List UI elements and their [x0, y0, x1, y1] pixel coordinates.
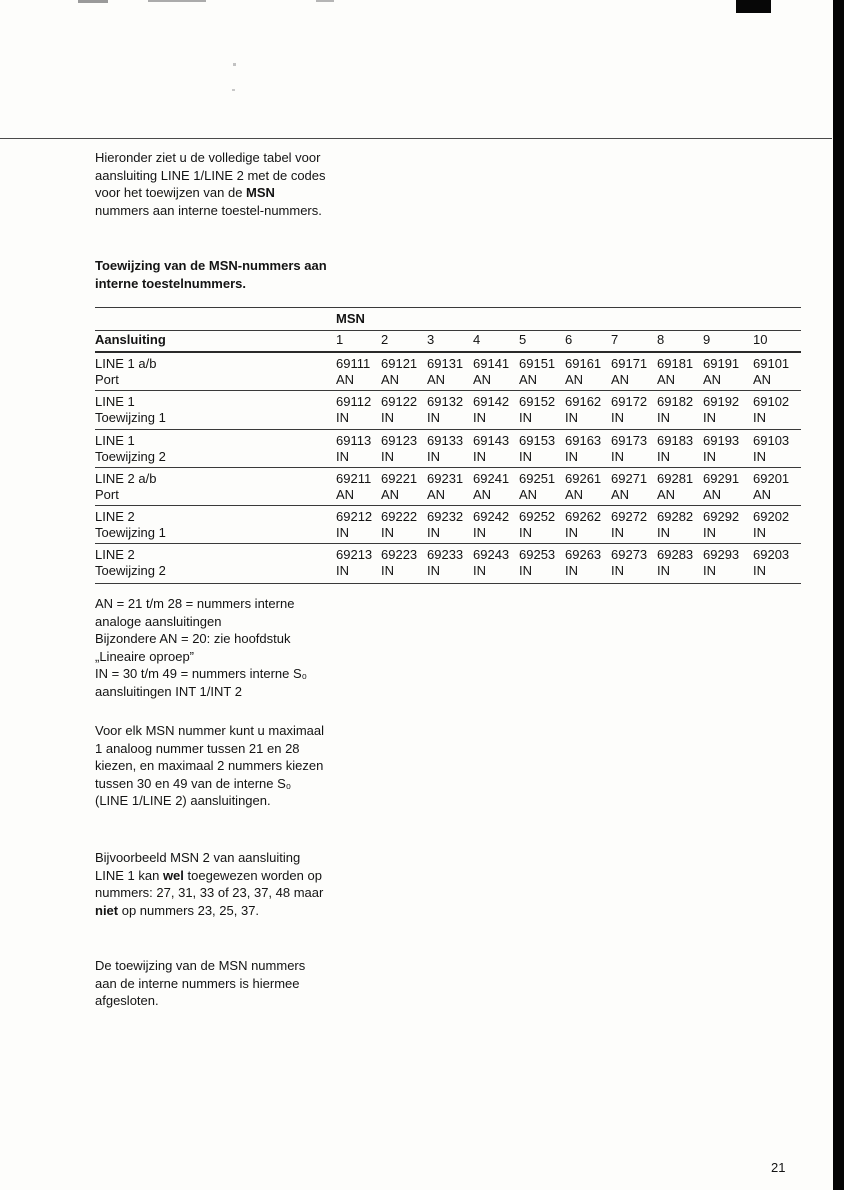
- msn-type: IN: [427, 563, 440, 579]
- msn-code: 69152: [519, 394, 556, 410]
- msn-value-cell: [427, 509, 473, 543]
- msn-value-cell: [611, 356, 657, 390]
- legend-item: Bijzondere AN = 20: zie hoofdstuk „Lineaire oproep”: [95, 631, 291, 664]
- msn-type: IN: [611, 525, 624, 541]
- msn-type: IN: [657, 563, 670, 579]
- msn-value-cell: [753, 509, 800, 543]
- msn-value-cell: [657, 356, 703, 390]
- row-label-line2: Port: [95, 486, 119, 502]
- msn-code: 69282: [657, 509, 694, 525]
- table-row: [95, 430, 801, 468]
- msn-code: 69293: [703, 547, 740, 563]
- msn-column-number: 2: [381, 332, 389, 347]
- msn-code: 69242: [473, 509, 510, 525]
- scan-right-edge-bar: [833, 0, 844, 1190]
- example-text-1: Bijvoorbeeld MSN 2 van aansluiting LINE 1 kan: [95, 850, 301, 883]
- msn-code: 69261: [565, 470, 602, 486]
- msn-code: 69122: [381, 394, 418, 410]
- msn-code: 69221: [381, 470, 418, 486]
- msn-type: IN: [427, 410, 440, 426]
- msn-value-cell: [519, 509, 565, 543]
- msn-value-cell: [473, 471, 519, 505]
- page-number: 21: [771, 1160, 786, 1175]
- msn-code: 69272: [611, 509, 648, 525]
- msn-value-cell: [473, 547, 519, 582]
- msn-value-cell: [657, 547, 703, 582]
- msn-type: AN: [381, 372, 400, 387]
- row-label: [95, 394, 336, 428]
- msn-column-number: 8: [657, 332, 665, 347]
- scan-speck: [233, 63, 236, 66]
- msn-value-cell: [753, 394, 800, 428]
- section-heading: Toewijzing van de MSN-nummers aan interne toestelnummers.: [95, 258, 327, 291]
- msn-value-cell: [565, 433, 611, 467]
- msn-type: AN: [611, 372, 630, 387]
- table-header-row: [95, 331, 801, 353]
- msn-value-cell: [427, 394, 473, 428]
- msn-value-cell: [381, 394, 427, 428]
- msn-column-number: 1: [336, 332, 344, 347]
- msn-type: AN: [336, 372, 355, 387]
- msn-type: IN: [381, 410, 394, 426]
- msn-type: IN: [703, 525, 716, 541]
- msn-code: 69121: [381, 356, 418, 371]
- msn-type: IN: [703, 410, 716, 426]
- msn-code: 69123: [381, 432, 418, 448]
- example-text-3: op nummers 23, 25, 37.: [118, 902, 260, 918]
- legend-item: IN = 30 t/m 49 = nummers interne S₀ aansluitingen INT 1/INT 2: [95, 666, 308, 699]
- row-label-line1: LINE 2 a/b: [95, 470, 157, 486]
- scan-top-mark: [78, 0, 108, 3]
- intro-text-2: nummers aan interne toestel-nummers.: [95, 202, 322, 218]
- msn-value-cell: [519, 394, 565, 428]
- msn-type: AN: [519, 486, 538, 502]
- msn-value-cell: [565, 471, 611, 505]
- msn-code: 69102: [753, 394, 790, 410]
- msn-code: 69291: [703, 470, 740, 486]
- msn-code: 69223: [381, 547, 418, 563]
- table-group-header-row: [95, 308, 801, 331]
- msn-value-cell: [473, 394, 519, 428]
- table-row: [95, 391, 801, 429]
- msn-value-cell: [657, 471, 703, 505]
- msn-code: 69181: [657, 356, 694, 371]
- msn-value-cell: [519, 356, 565, 390]
- msn-type: IN: [703, 448, 716, 464]
- intro-bold-msn: MSN: [246, 185, 275, 200]
- msn-type: IN: [657, 410, 670, 426]
- msn-value-cell: [336, 547, 381, 582]
- msn-type: IN: [565, 448, 578, 464]
- msn-value-cell: [427, 433, 473, 467]
- msn-code: 69273: [611, 547, 648, 563]
- msn-value-cell: [565, 547, 611, 582]
- row-label-line1: LINE 1: [95, 394, 135, 410]
- msn-value-cell: [336, 356, 381, 390]
- msn-code: 69231: [427, 470, 464, 486]
- msn-column-number: 9: [703, 332, 711, 347]
- table-body: [95, 353, 801, 583]
- msn-value-cell: [611, 394, 657, 428]
- msn-code: 69203: [753, 547, 790, 563]
- msn-type: AN: [473, 372, 492, 387]
- msn-code: 69263: [565, 547, 602, 563]
- msn-code: 69173: [611, 432, 648, 448]
- row-label-line2: Toewijzing 1: [95, 410, 166, 426]
- msn-type: AN: [703, 372, 722, 387]
- msn-type: IN: [657, 448, 670, 464]
- msn-value-cell: [381, 509, 427, 543]
- msn-column-number: 10: [753, 332, 768, 347]
- msn-type: IN: [381, 563, 394, 579]
- msn-type: IN: [565, 525, 578, 541]
- example-paragraph: [95, 849, 327, 919]
- msn-code: 69172: [611, 394, 648, 410]
- msn-value-cell: [753, 433, 800, 467]
- msn-code: 69182: [657, 394, 694, 410]
- msn-type: AN: [427, 372, 446, 387]
- msn-value-cell: [565, 509, 611, 543]
- msn-value-cell: [753, 471, 800, 505]
- msn-code: 69262: [565, 509, 602, 525]
- msn-type: AN: [473, 486, 492, 502]
- msn-code: 69212: [336, 509, 373, 525]
- msn-code: 69162: [565, 394, 602, 410]
- msn-value-cell: [703, 547, 753, 582]
- example-text-2: toegewezen worden op nummers: 27, 31, 33 of 23, 37, 48 maar: [95, 867, 324, 900]
- scan-top-right-mark: [736, 0, 771, 13]
- msn-value-cell: [427, 356, 473, 390]
- intro-paragraph: [95, 149, 327, 219]
- example-bold-wel: wel: [162, 867, 184, 883]
- msn-type: IN: [473, 448, 486, 464]
- msn-value-cell: [703, 356, 753, 390]
- msn-type: IN: [336, 448, 349, 464]
- msn-type: AN: [657, 372, 676, 387]
- msn-type: IN: [381, 448, 394, 464]
- msn-type: AN: [565, 372, 584, 387]
- msn-value-cell: [336, 433, 381, 467]
- msn-type: IN: [565, 563, 578, 579]
- msn-type: IN: [519, 563, 532, 579]
- msn-code: 69153: [519, 432, 556, 448]
- msn-type: IN: [336, 525, 349, 541]
- msn-value-cell: [473, 509, 519, 543]
- msn-type: IN: [381, 525, 394, 541]
- msn-code: 69163: [565, 432, 602, 448]
- msn-group-label: MSN: [336, 311, 365, 326]
- msn-value-cell: [381, 547, 427, 582]
- row-label-line2: Port: [95, 372, 119, 387]
- msn-column-number: 7: [611, 332, 619, 347]
- msn-code: 69243: [473, 547, 510, 563]
- row-label: [95, 356, 336, 390]
- msn-type: IN: [753, 563, 766, 579]
- msn-value-cell: [473, 433, 519, 467]
- msn-value-cell: [427, 547, 473, 582]
- msn-type: IN: [427, 525, 440, 541]
- msn-code: 69201: [753, 470, 790, 486]
- msn-column-number: 3: [427, 332, 435, 347]
- msn-value-cell: [565, 394, 611, 428]
- row-label-line1: LINE 1 a/b: [95, 356, 157, 371]
- msn-type: IN: [611, 563, 624, 579]
- msn-column-number: 4: [473, 332, 481, 347]
- msn-value-cell: [336, 509, 381, 543]
- msn-column-number: 5: [519, 332, 527, 347]
- msn-value-cell: [611, 433, 657, 467]
- msn-value-cell: [611, 471, 657, 505]
- aansluiting-column-header: Aansluiting: [95, 332, 166, 347]
- msn-value-cell: [753, 547, 800, 582]
- msn-type: IN: [336, 410, 349, 426]
- msn-type: IN: [611, 410, 624, 426]
- msn-value-cell: [753, 356, 800, 390]
- msn-code: 69111: [336, 356, 371, 371]
- msn-code: 69151: [519, 356, 556, 371]
- row-label-line1: LINE 2: [95, 509, 135, 525]
- msn-code: 69101: [753, 356, 790, 371]
- msn-type: IN: [657, 525, 670, 541]
- msn-value-cell: [657, 394, 703, 428]
- rules-paragraph: Voor elk MSN nummer kunt u maximaal 1 analoog nummer tussen 21 en 28 kiezen, en maximaal 2 nummers kiezen tussen 30 en 49 van de interne S₀ (LINE 1/LINE 2) aansluitingen.: [95, 723, 325, 808]
- msn-type: AN: [703, 486, 722, 502]
- intro-text-1: Hieronder ziet u de volledige tabel voor aansluiting LINE 1/LINE 2 met de codes voor het toewijzen van de: [95, 150, 326, 200]
- row-label: [95, 471, 336, 505]
- msn-code: 69213: [336, 547, 373, 563]
- msn-code: 69281: [657, 470, 694, 486]
- msn-type: IN: [753, 410, 766, 426]
- row-label: [95, 547, 336, 582]
- msn-code: 69161: [565, 356, 602, 371]
- msn-code: 69233: [427, 547, 464, 563]
- msn-code: 69192: [703, 394, 740, 410]
- msn-type: IN: [565, 410, 578, 426]
- msn-type: AN: [336, 486, 355, 502]
- msn-type: IN: [519, 525, 532, 541]
- msn-code: 69183: [657, 432, 694, 448]
- msn-code: 69193: [703, 432, 740, 448]
- row-label: [95, 509, 336, 543]
- msn-code: 69292: [703, 509, 740, 525]
- msn-code: 69112: [336, 394, 372, 410]
- msn-value-cell: [519, 547, 565, 582]
- msn-code: 69141: [473, 356, 510, 371]
- scan-speck: [232, 89, 235, 91]
- msn-type: IN: [519, 410, 532, 426]
- msn-value-cell: [336, 394, 381, 428]
- msn-code: 69143: [473, 432, 510, 448]
- msn-type: IN: [336, 563, 349, 579]
- scan-top-mark: [148, 0, 206, 2]
- table-row: [95, 544, 801, 582]
- msn-type: AN: [427, 486, 446, 502]
- msn-code: 69191: [703, 356, 740, 371]
- msn-code: 69142: [473, 394, 510, 410]
- row-label-line2: Toewijzing 2: [95, 448, 166, 464]
- msn-code: 69103: [753, 432, 790, 448]
- msn-type: IN: [427, 448, 440, 464]
- msn-type: IN: [473, 410, 486, 426]
- msn-code: 69202: [753, 509, 790, 525]
- msn-value-cell: [611, 509, 657, 543]
- msn-type: IN: [611, 448, 624, 464]
- msn-type: AN: [611, 486, 630, 502]
- row-label-line1: LINE 2: [95, 547, 135, 563]
- scan-top-mark: [316, 0, 334, 2]
- msn-type: AN: [381, 486, 400, 502]
- msn-column-number: 6: [565, 332, 573, 347]
- msn-value-cell: [336, 471, 381, 505]
- msn-value-cell: [519, 471, 565, 505]
- msn-value-cell: [519, 433, 565, 467]
- msn-code: 69133: [427, 432, 464, 448]
- msn-code: 69252: [519, 509, 556, 525]
- table-row: [95, 506, 801, 544]
- msn-value-cell: [703, 509, 753, 543]
- msn-code: 69232: [427, 509, 464, 525]
- msn-value-cell: [427, 471, 473, 505]
- msn-type: IN: [753, 448, 766, 464]
- msn-type: IN: [473, 525, 486, 541]
- msn-value-cell: [657, 433, 703, 467]
- msn-code: 69113: [336, 432, 372, 448]
- example-bold-niet: niet: [95, 902, 119, 918]
- row-label-line2: Toewijzing 2: [95, 563, 166, 579]
- msn-code: 69251: [519, 470, 556, 486]
- closing-paragraph: De toewijzing van de MSN nummers aan de interne nummers is hiermee afgesloten.: [95, 958, 306, 1008]
- msn-type: AN: [657, 486, 676, 502]
- legend-item: AN = 21 t/m 28 = nummers interne analoge aansluitingen: [95, 596, 295, 629]
- row-label: [95, 433, 336, 467]
- msn-code: 69171: [611, 356, 648, 371]
- msn-value-cell: [565, 356, 611, 390]
- msn-code: 69131: [427, 356, 464, 371]
- msn-code: 69241: [473, 470, 510, 486]
- msn-type: IN: [519, 448, 532, 464]
- msn-code: 69211: [336, 470, 372, 486]
- row-label-line2: Toewijzing 1: [95, 525, 166, 541]
- legend: [95, 595, 327, 700]
- msn-type: AN: [519, 372, 538, 387]
- msn-type: IN: [703, 563, 716, 579]
- msn-value-cell: [703, 394, 753, 428]
- msn-value-cell: [703, 471, 753, 505]
- msn-type: AN: [753, 486, 772, 502]
- msn-value-cell: [381, 356, 427, 390]
- table-row: [95, 353, 801, 391]
- row-label-line1: LINE 1: [95, 432, 135, 448]
- msn-value-cell: [381, 471, 427, 505]
- msn-type: IN: [473, 563, 486, 579]
- msn-value-cell: [381, 433, 427, 467]
- msn-value-cell: [473, 356, 519, 390]
- scan-horizontal-rule: [0, 138, 832, 139]
- msn-code: 69222: [381, 509, 418, 525]
- msn-type: IN: [753, 525, 766, 541]
- msn-code: 69283: [657, 547, 694, 563]
- msn-type: AN: [565, 486, 584, 502]
- msn-value-cell: [657, 509, 703, 543]
- msn-type: AN: [753, 372, 772, 387]
- table-row: [95, 468, 801, 506]
- msn-value-cell: [611, 547, 657, 582]
- msn-code: 69132: [427, 394, 464, 410]
- msn-code: 69253: [519, 547, 556, 563]
- msn-table: [95, 307, 801, 584]
- msn-code: 69271: [611, 470, 648, 486]
- msn-value-cell: [703, 433, 753, 467]
